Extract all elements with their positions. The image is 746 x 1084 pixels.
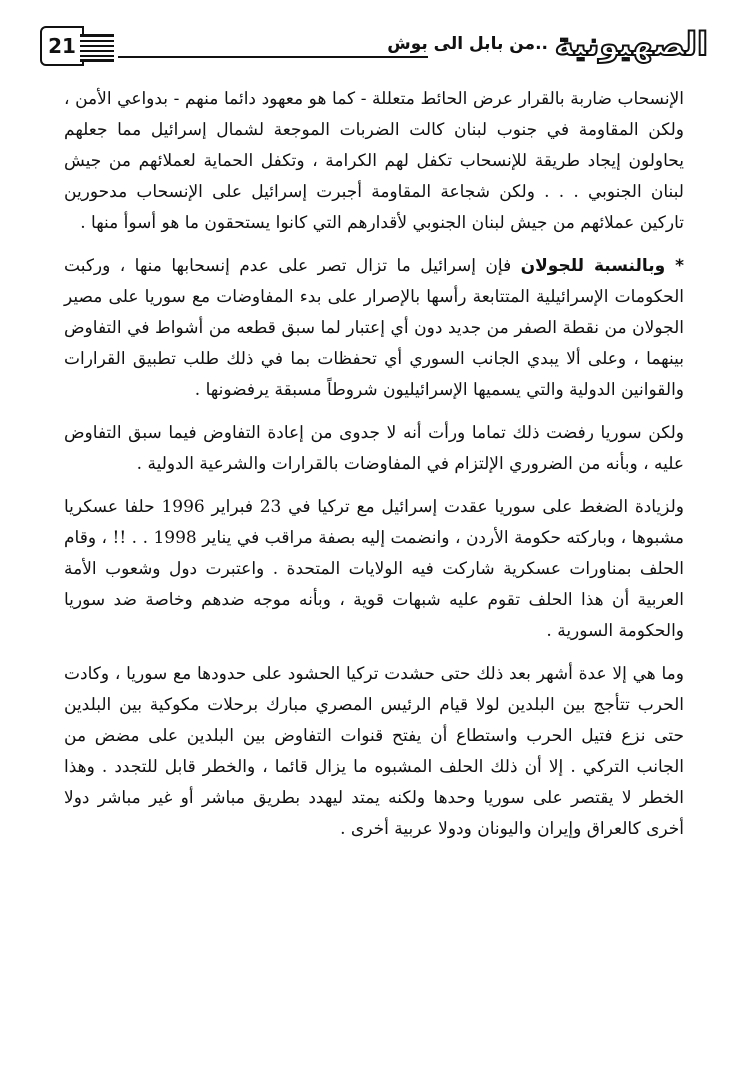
paragraph-text: وما هي إلا عدة أشهر بعد ذلك حتى حشدت تركيا الحشود على حدودها مع سوريا ، وكادت الحرب تتأجج بين البلدين لولا قيام الرئيس المصري مبارك برحلات مكوكية بين البلدين حتى نزع فتيل الحرب واستطاع أن يفتح قنوات التفاوض بين البلدين على مضض من الجانب التركي . إلا أن ذلك الحلف المشبوه ما يزال قائما ، والخطر قابل للتجدد . وهذا الخطر لا يقتصر على سوريا وحدها ولكنه يمتد ليهدد بطريق مباشر أو غير مباشر دولا أخرى كالعراق وإيران واليونان ودولا عربية أخرى .: [64, 664, 684, 839]
paragraph-5: [64, 659, 684, 845]
paragraph-text: فإن إسرائيل ما تزال تصر على عدم إنسحابها منها ، وركبت الحكومات الإسرائيلية المتتابعة رأسها بالإصرار على بدء المفاوضات مع سوريا على مصير الجولان من نقطة الصفر من جديد دون أي إعتبار لما سبق قطعه من أشواط في التفاوض بينهما ، وعلى ألا يبدي الجانب السوري أي تحفظات بما في ذلك طلب تطبيق القرارات والقوانين الدولية والتي يسميها الإسرائيليون شروطاً مسبقة يرفضونها .: [64, 256, 684, 400]
page-number-badge: [40, 26, 114, 62]
book-title-logo: الصهيونية: [554, 25, 708, 63]
paragraph-text: ولزيادة الضغط على سوريا عقدت إسرائيل مع تركيا في 23 فبراير 1996 حلفا عسكريا مشبوها ، وباركته حكومة الأردن ، وانضمت إليه بصفة مراقب في يناير 1998 . . !! ، وقام الحلف بمناورات عسكرية شاركت فيه الولايات المتحدة . واعتبرت دول وشعوب الأمة العربية أن هذا الحلف تقوم عليه شبهات قوية ، وبأنه موجه ضدهم وخاصة ضد سوريا والحكومة السورية .: [64, 497, 684, 641]
page-header: [40, 22, 708, 70]
paragraph-text: الإنسحاب ضاربة بالقرار عرض الحائط متعللة - كما هو معهود دائما منهم - بدواعي الأمن ، ولكن المقاومة في جنوب لبنان كالت الضربات الموجعة لشمال إسرائيل مما جعلهم يحاولون إيجاد طريقة للإنسحاب تكفل لهم الكرامة ، وتكفل الحماية لعملائهم من جيش لبنان الجنوبي . . . ولكن شجاعة المقاومة أجبرت إسرائيل على الإنسحاب مدحورين تاركين عملائهم من جيش لبنان الجنوبي لأقدارهم التي كانوا يستحقون ما هو أسوأ منها .: [64, 89, 684, 233]
paragraph-text: ولكن سوريا رفضت ذلك تماما ورأت أنه لا جدوى من إعادة التفاوض فيما سبق التفاوض عليه ، وبأنه من الضروري الإلتزام في المفاوضات بالقرارات والشرعية الدولية .: [64, 423, 684, 474]
book-subtitle: ..من بابل الى بوش: [387, 34, 548, 54]
header-rule: [118, 56, 428, 58]
paragraph-3: [64, 418, 684, 480]
page-body: [64, 84, 684, 845]
paragraph-1: [64, 84, 684, 239]
book-stripes-icon: [80, 34, 114, 62]
paragraph-lead: * وبالنسبة للجولان: [520, 256, 684, 276]
paragraph-4: [64, 492, 684, 647]
paragraph-2: [64, 251, 684, 406]
page-number: 21: [40, 26, 84, 66]
